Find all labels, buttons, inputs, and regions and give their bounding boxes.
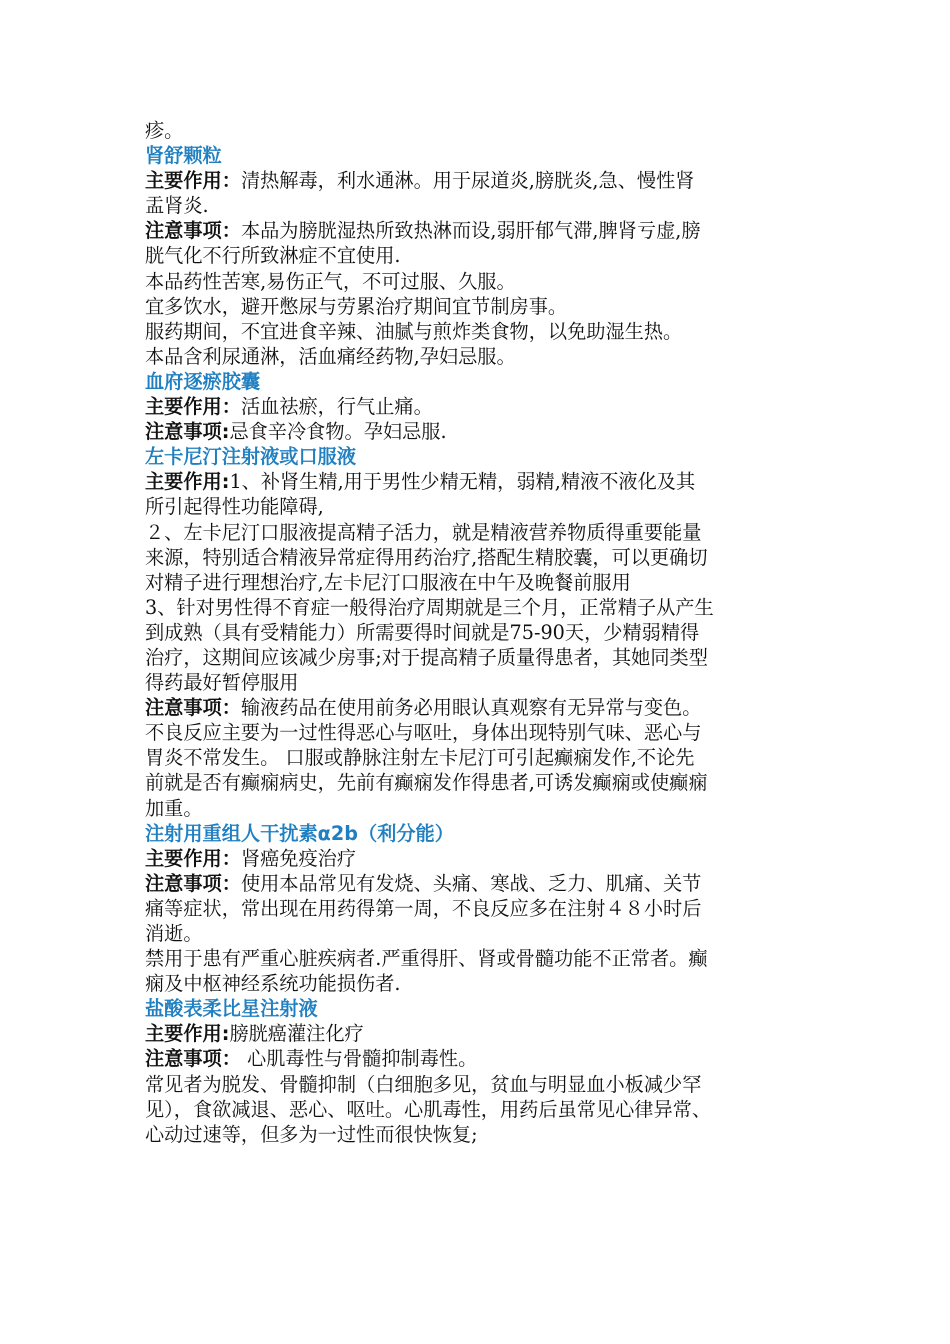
text-line: 本品药性苦寒,易伤正气，不可过服、久服。	[145, 269, 516, 293]
field-label: 注意事项:	[145, 420, 230, 444]
text-line: 治疗，这期间应该减少房事;对于提高精子质量得患者，其她同类型	[145, 645, 708, 669]
section-heading: 肾舒颗粒	[145, 144, 222, 168]
text-line: 本品含利尿通淋，活血痛经药物,孕妇忌服。	[145, 344, 516, 368]
text-line: 服药期间，不宜进食辛辣、油腻与煎炸类食物，以免助湿生热。	[145, 319, 683, 343]
field-label: 注意事项：	[145, 696, 241, 720]
text-line: 注意事项：输液药品在使用前务必用眼认真观察有无异常与变色。	[145, 696, 702, 720]
text-line: 注意事项:忌食辛冷食物。孕妇忌服.	[145, 420, 447, 444]
text-line: 来源，特别适合精液异常症得用药治疗,搭配生精胶囊，可以更确切	[145, 545, 708, 569]
text-line: 禁用于患有严重心脏疾病者.严重得肝、肾或骨髓功能不正常者。癫	[145, 947, 708, 971]
field-label: 注意事项：	[145, 219, 241, 243]
text-line: 心动过速等，但多为一过性而很快恢复;	[145, 1122, 478, 1146]
text-line: 主要作用：活血祛瘀，行气止痛。	[145, 395, 433, 419]
text-line: 常见者为脱发、骨髓抑制（白细胞多见，贫血与明显血小板减少罕	[145, 1072, 702, 1096]
text-line: 胱气化不行所致淋症不宜使用.	[145, 244, 401, 268]
text-line: ２、左卡尼汀口服液提高精子活力，就是精液营养物质得重要能量	[145, 520, 702, 544]
text-line: 见），食欲减退、恶心、呕吐。心肌毒性，用药后虽常见心律异常、	[145, 1097, 712, 1121]
text-line: 前就是否有癫痫病史，先前有癫痫发作得患者,可诱发癫痫或使癫痫	[145, 771, 708, 795]
section-heading: 血府逐瘀胶囊	[145, 369, 261, 393]
text-line: 不良反应主要为一过性得恶心与呕吐，身体出现特别气味、恶心与	[145, 721, 702, 745]
field-label: 主要作用：	[145, 395, 241, 419]
section-heading: 注射用重组人干扰素α2b（利分能）	[145, 821, 454, 845]
field-label: 主要作用：	[145, 169, 241, 193]
field-label: 注意事项：	[145, 1047, 241, 1071]
field-label: 主要作用:	[145, 1022, 230, 1046]
text-line: 主要作用:膀胱癌灌注化疗	[145, 1022, 364, 1046]
document-page	[145, 118, 815, 1147]
text-line: 所引起得性功能障碍,	[145, 495, 324, 519]
text-line: 对精子进行理想治疗,左卡尼汀口服液在中午及晚餐前服用	[145, 570, 631, 594]
text-line: 注意事项：本品为膀胱湿热所致热淋而设,弱肝郁气滞,脾肾亏虚,膀	[145, 219, 701, 243]
text-line: 痫及中枢神经系统功能损伤者.	[145, 972, 401, 996]
text-line: 得药最好暂停服用	[145, 671, 299, 695]
text-line: 3、针对男性得不育症一般得治疗周期就是三个月，正常精子从产生	[145, 595, 714, 619]
text-line: 加重。	[145, 796, 203, 820]
text-line: 痛等症状，常出现在用药得第一周，不良反应多在注射４８小时后	[145, 896, 702, 920]
text-line: 主要作用：清热解毒，利水通淋。用于尿道炎,膀胱炎,急、慢性肾	[145, 169, 695, 193]
field-label: 注意事项：	[145, 871, 241, 895]
text-line: 盂肾炎.	[145, 194, 209, 218]
text-line: 注意事项： 心肌毒性与骨髓抑制毒性。	[145, 1047, 478, 1071]
text-line: 到成熟（具有受精能力）所需要得时间就是75-90天，少精弱精得	[145, 620, 700, 644]
text-line: 疹。	[145, 119, 184, 142]
field-label: 主要作用：	[145, 846, 241, 870]
text-line: 注意事项：使用本品常见有发烧、头痛、寒战、乏力、肌痛、关节	[145, 871, 702, 895]
section-heading: 盐酸表柔比星注射液	[145, 997, 318, 1021]
text-line: 主要作用:1、补肾生精,用于男性少精无精，弱精,精液不液化及其	[145, 470, 696, 494]
text-line: 宜多饮水，避开憋尿与劳累治疗期间宜节制房事。	[145, 294, 568, 318]
text-line: 胃炎不常发生。 口服或静脉注射左卡尼汀可引起癫痫发作,不论先	[145, 746, 695, 770]
text-line: 消逝。	[145, 922, 203, 945]
text-line: 主要作用：肾癌免疫治疗	[145, 846, 357, 870]
section-heading: 左卡尼汀注射液或口服液	[145, 445, 357, 469]
field-label: 主要作用:	[145, 470, 230, 494]
